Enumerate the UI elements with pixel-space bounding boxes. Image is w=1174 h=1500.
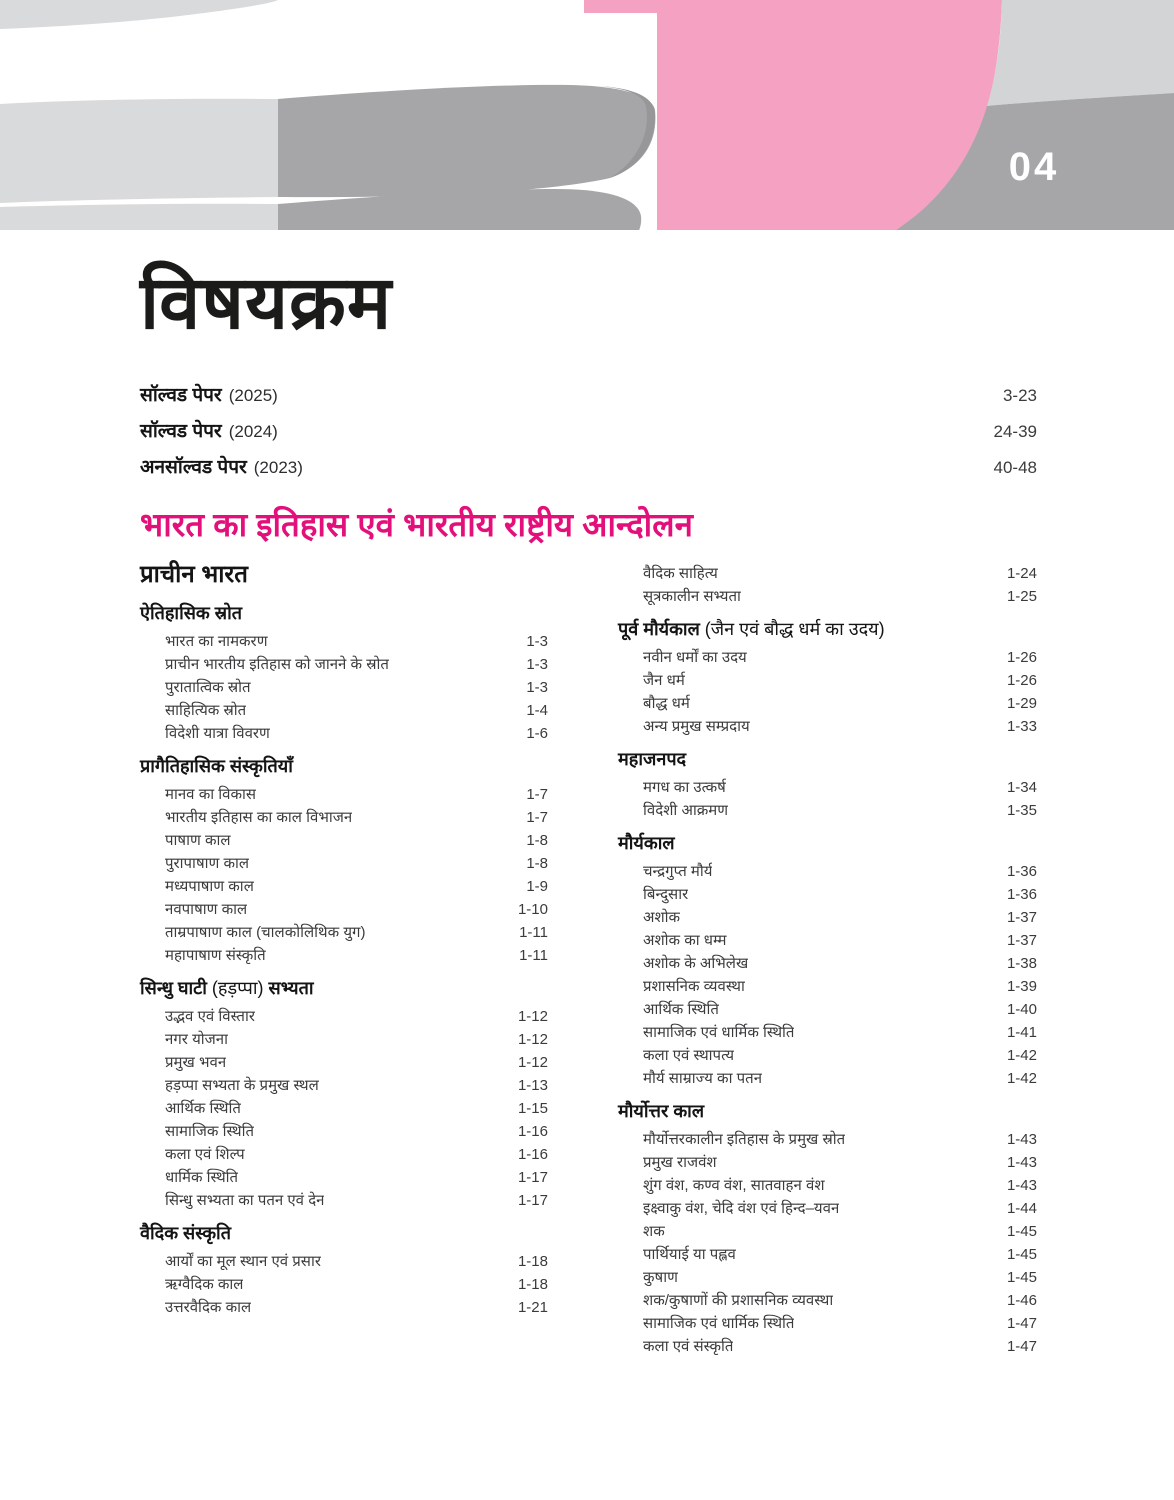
toc-entry-page: 1-26 xyxy=(1006,672,1037,689)
papers-list xyxy=(140,378,1037,486)
toc-entry-page: 1-24 xyxy=(1006,565,1037,582)
toc-entry-label: शुंग वंश, कण्व वंश, सातवाहन वंश xyxy=(643,1177,825,1194)
toc-entry-label: उद्भव एवं विस्तार xyxy=(165,1008,255,1025)
toc-columns xyxy=(140,558,1037,1358)
toc-entry xyxy=(140,1051,548,1074)
paper-label xyxy=(140,378,278,415)
toc-entry xyxy=(140,630,548,653)
toc-entry-page: 1-33 xyxy=(1006,718,1037,735)
corner-top-light xyxy=(987,0,1174,106)
toc-entry-label: प्रमुख भवन xyxy=(165,1054,227,1071)
toc-section-heading-text: मौर्योत्तर काल xyxy=(618,1101,705,1121)
toc-entry-label: सिन्धु सभ्यता का पतन एवं देन xyxy=(165,1192,325,1209)
toc-section-heading xyxy=(618,747,1037,772)
toc-entry xyxy=(140,898,548,921)
toc-section-heading xyxy=(140,1221,548,1246)
toc-entry-page: 1-41 xyxy=(1006,1024,1037,1041)
toc-entry xyxy=(618,562,1037,585)
toc-entry-label: ताम्रपाषाण काल (चालकोलिथिक युग) xyxy=(165,924,366,941)
toc-entry-label: पार्थियाई या पह्लव xyxy=(643,1246,736,1263)
toc-entry xyxy=(140,1074,548,1097)
toc-entry xyxy=(618,1128,1037,1151)
toc-entry xyxy=(140,1005,548,1028)
toc-entry-label: सूत्रकालीन सभ्यता xyxy=(643,588,741,605)
toc-entry-label: मानव का विकास xyxy=(165,786,257,803)
toc-section-heading-text: सभ्यता xyxy=(268,978,314,998)
toc-entry-page: 1-3 xyxy=(526,633,548,650)
toc-entry xyxy=(618,883,1037,906)
toc-section-heading-text: महाजनपद xyxy=(618,749,687,769)
toc-entry xyxy=(618,1151,1037,1174)
toc-entry xyxy=(618,860,1037,883)
toc-page xyxy=(0,256,1174,1358)
header-art-shapes xyxy=(0,0,1174,230)
toc-entry-page: 1-21 xyxy=(517,1299,548,1316)
toc-entry-label: पुरापाषाण काल xyxy=(165,855,250,872)
toc-entry-page: 1-44 xyxy=(1006,1200,1037,1217)
toc-entry xyxy=(618,1243,1037,1266)
toc-entry-label: अशोक का धम्म xyxy=(643,932,727,949)
toc-entry xyxy=(140,722,548,745)
toc-entry-page: 1-43 xyxy=(1006,1154,1037,1171)
toc-entry-label: अन्य प्रमुख सम्प्रदाय xyxy=(643,718,750,735)
toc-entry-page: 1-6 xyxy=(526,725,548,742)
paper-row xyxy=(140,450,1037,486)
toc-entry xyxy=(140,1028,548,1051)
toc-entry-page: 1-16 xyxy=(517,1146,548,1163)
toc-entry-label: प्राचीन भारतीय इतिहास को जानने के स्रोत xyxy=(165,656,389,673)
toc-entry xyxy=(618,1174,1037,1197)
toc-entry-label: महापाषाण संस्कृति xyxy=(165,947,266,964)
toc-section-heading xyxy=(140,754,548,779)
toc-entry-label: विदेशी यात्रा विवरण xyxy=(165,725,270,742)
toc-entry-page: 1-26 xyxy=(1006,649,1037,666)
toc-entry-page: 1-12 xyxy=(517,1031,548,1048)
toc-entry-page: 1-11 xyxy=(519,924,548,941)
toc-entry-page: 1-8 xyxy=(526,855,548,872)
toc-entry-page: 1-45 xyxy=(1006,1269,1037,1286)
pink-notch xyxy=(584,0,657,13)
toc-entry-page: 1-34 xyxy=(1006,779,1037,796)
toc-entry-page: 1-42 xyxy=(1006,1070,1037,1087)
toc-section-heading-text: प्रागैतिहासिक संस्कृतियाँ xyxy=(140,756,293,776)
toc-entry-page: 1-40 xyxy=(1006,1001,1037,1018)
toc-entry xyxy=(618,646,1037,669)
paper-year: (2024) xyxy=(228,422,278,441)
toc-entry-label: ऋग्वैदिक काल xyxy=(165,1276,244,1293)
toc-entry xyxy=(140,875,548,898)
toc-entry-label: मध्यपाषाण काल xyxy=(165,878,254,895)
toc-entry xyxy=(618,1197,1037,1220)
toc-entry xyxy=(618,929,1037,952)
toc-entry-page: 1-45 xyxy=(1006,1246,1037,1263)
paper-name: अनसॉल्वड पेपर xyxy=(140,457,247,478)
paper-name: सॉल्वड पेपर xyxy=(140,385,222,406)
toc-entry-label: हड़प्पा सभ्यता के प्रमुख स्थल xyxy=(165,1077,319,1094)
chapter-heading: भारत का इतिहास एवं भारतीय राष्ट्रीय आन्दोलन xyxy=(140,506,693,543)
toc-entry-page: 1-46 xyxy=(1006,1292,1037,1309)
toc-entry-label: शक xyxy=(643,1223,665,1240)
chapter-number-badge: 04 xyxy=(1008,144,1060,189)
toc-entry xyxy=(140,921,548,944)
toc-entry-page: 1-43 xyxy=(1006,1177,1037,1194)
toc-entry xyxy=(140,806,548,829)
toc-entry-label: आर्यों का मूल स्थान एवं प्रसार xyxy=(165,1253,321,1270)
paper-label xyxy=(140,450,303,487)
toc-column-left xyxy=(140,558,548,1358)
toc-entry xyxy=(618,585,1037,608)
toc-entry-page: 1-43 xyxy=(1006,1131,1037,1148)
toc-entry xyxy=(140,829,548,852)
toc-section-heading-text: (जैन एवं बौद्ध धर्म का उदय) xyxy=(704,619,885,639)
toc-entry-label: वैदिक साहित्य xyxy=(643,565,718,582)
toc-section-heading xyxy=(618,617,1037,642)
toc-entry xyxy=(618,1312,1037,1335)
toc-entry xyxy=(618,669,1037,692)
stripe-bottom-light xyxy=(0,204,278,230)
toc-entry-label: शक/कुषाणों की प्रशासनिक व्यवस्था xyxy=(643,1292,834,1309)
toc-section-heading xyxy=(618,1099,1037,1124)
toc-entry-label: प्रशासनिक व्यवस्था xyxy=(643,978,745,995)
toc-entry-page: 1-16 xyxy=(517,1123,548,1140)
toc-entry-page: 1-11 xyxy=(519,947,548,964)
toc-entry xyxy=(140,1189,548,1212)
toc-section-heading xyxy=(140,601,548,626)
toc-entry-page: 1-18 xyxy=(517,1276,548,1293)
toc-entry-page: 1-3 xyxy=(526,679,548,696)
paper-pages: 3-23 xyxy=(1002,386,1037,405)
toc-entry-page: 1-4 xyxy=(526,702,548,719)
paper-pages: 24-39 xyxy=(993,422,1037,441)
toc-entry-label: अशोक xyxy=(643,909,681,926)
toc-entry xyxy=(140,1250,548,1273)
toc-section-heading xyxy=(618,831,1037,856)
header-decoration xyxy=(0,0,1174,230)
toc-column-right xyxy=(618,558,1037,1358)
toc-entry-page: 1-18 xyxy=(517,1253,548,1270)
paper-pages: 40-48 xyxy=(993,458,1037,477)
toc-entry-page: 1-35 xyxy=(1006,802,1037,819)
toc-entry xyxy=(140,944,548,967)
toc-entry-label: नगर योजना xyxy=(165,1031,228,1048)
toc-entry xyxy=(140,1296,548,1319)
toc-entry xyxy=(618,1021,1037,1044)
toc-entry-label: बिन्दुसार xyxy=(643,886,689,903)
toc-entry-label: बौद्ध धर्म xyxy=(643,695,690,712)
toc-entry xyxy=(618,715,1037,738)
toc-entry-page: 1-45 xyxy=(1006,1223,1037,1240)
paper-year: (2023) xyxy=(253,458,303,477)
toc-entry-page: 1-47 xyxy=(1006,1315,1037,1332)
toc-entry-page: 1-47 xyxy=(1006,1338,1037,1355)
toc-entry xyxy=(140,653,548,676)
toc-entry xyxy=(618,906,1037,929)
toc-entry-label: सामाजिक एवं धार्मिक स्थिति xyxy=(643,1315,795,1332)
toc-section-heading-text: ऐतिहासिक स्रोत xyxy=(140,603,243,623)
stripe-mid-dark xyxy=(278,85,655,197)
toc-entry-page: 1-12 xyxy=(517,1054,548,1071)
paper-year: (2025) xyxy=(228,386,278,405)
toc-entry-label: कला एवं स्थापत्य xyxy=(643,1047,735,1064)
toc-entry-page: 1-17 xyxy=(517,1169,548,1186)
toc-section-heading-text: मौर्यकाल xyxy=(618,833,675,853)
toc-entry xyxy=(618,1220,1037,1243)
toc-entry xyxy=(140,1120,548,1143)
toc-entry-label: मौर्य साम्राज्य का पतन xyxy=(643,1070,763,1087)
toc-section-heading-text: पूर्व मौर्यकाल xyxy=(618,619,705,639)
toc-entry-page: 1-10 xyxy=(517,901,548,918)
toc-entry-label: चन्द्रगुप्त मौर्य xyxy=(643,863,713,880)
toc-entry-page: 1-29 xyxy=(1006,695,1037,712)
toc-entry-page: 1-39 xyxy=(1006,978,1037,995)
toc-entry-label: साहित्यिक स्रोत xyxy=(165,702,247,719)
toc-entry-page: 1-36 xyxy=(1006,863,1037,880)
toc-entry-label: विदेशी आक्रमण xyxy=(643,802,729,819)
toc-entry-label: नवपाषाण काल xyxy=(165,901,248,918)
toc-entry-page: 1-25 xyxy=(1006,588,1037,605)
toc-entry xyxy=(140,783,548,806)
toc-entry-label: अशोक के अभिलेख xyxy=(643,955,749,972)
toc-entry-page: 1-38 xyxy=(1006,955,1037,972)
stripe-mid-light xyxy=(0,99,278,203)
toc-part-heading: प्राचीन भारत xyxy=(140,561,248,588)
stripe-top-light xyxy=(0,0,278,29)
toc-entry xyxy=(618,1067,1037,1090)
toc-entry-label: भारत का नामकरण xyxy=(165,633,268,650)
toc-entry-page: 1-7 xyxy=(526,786,548,803)
toc-entry xyxy=(140,699,548,722)
toc-entry-label: उत्तरवैदिक काल xyxy=(165,1299,252,1316)
toc-entry xyxy=(618,1335,1037,1358)
toc-entry xyxy=(140,1097,548,1120)
toc-entry-label: कला एवं शिल्प xyxy=(165,1146,245,1163)
toc-entry-label: नवीन धर्मों का उदय xyxy=(643,649,747,666)
toc-entry-label: इक्ष्वाकु वंश, चेदि वंश एवं हिन्द–यवन xyxy=(643,1200,840,1217)
toc-entry-page: 1-37 xyxy=(1006,932,1037,949)
page-title: विषयक्रम xyxy=(140,263,393,345)
toc-entry-label: मौर्योत्तरकालीन इतिहास के प्रमुख स्रोत xyxy=(643,1131,846,1148)
toc-entry xyxy=(618,776,1037,799)
toc-entry-page: 1-17 xyxy=(517,1192,548,1209)
toc-entry-page: 1-12 xyxy=(517,1008,548,1025)
toc-entry xyxy=(618,975,1037,998)
toc-entry-page: 1-3 xyxy=(526,656,548,673)
toc-entry xyxy=(618,1266,1037,1289)
toc-entry-label: पाषाण काल xyxy=(165,832,231,849)
toc-section-heading-text: सिन्धु घाटी xyxy=(140,978,212,998)
toc-entry-page: 1-15 xyxy=(517,1100,548,1117)
toc-section-heading xyxy=(140,976,548,1001)
toc-entry-label: प्रमुख राजवंश xyxy=(643,1154,717,1171)
toc-entry-page: 1-7 xyxy=(526,809,548,826)
toc-entry-label: जैन धर्म xyxy=(643,672,685,689)
paper-row xyxy=(140,414,1037,450)
toc-section-heading-text: वैदिक संस्कृति xyxy=(140,1223,231,1243)
toc-entry-label: कला एवं संस्कृति xyxy=(643,1338,734,1355)
paper-label xyxy=(140,414,278,451)
toc-entry-page: 1-8 xyxy=(526,832,548,849)
paper-row xyxy=(140,378,1037,414)
toc-entry xyxy=(140,852,548,875)
toc-entry xyxy=(618,799,1037,822)
toc-entry-label: धार्मिक स्थिति xyxy=(165,1169,239,1186)
toc-entry-page: 1-42 xyxy=(1006,1047,1037,1064)
toc-entry-label: आर्थिक स्थिति xyxy=(165,1100,241,1117)
toc-entry-page: 1-9 xyxy=(526,878,548,895)
toc-entry-label: पुरातात्विक स्रोत xyxy=(165,679,251,696)
toc-entry-page: 1-37 xyxy=(1006,909,1037,926)
toc-entry xyxy=(618,998,1037,1021)
toc-entry-label: भारतीय इतिहास का काल विभाजन xyxy=(165,809,353,826)
paper-name: सॉल्वड पेपर xyxy=(140,421,222,442)
toc-entry xyxy=(140,1143,548,1166)
toc-entry-page: 1-36 xyxy=(1006,886,1037,903)
toc-entry xyxy=(618,952,1037,975)
toc-entry xyxy=(618,1289,1037,1312)
toc-entry xyxy=(140,1273,548,1296)
toc-entry xyxy=(618,1044,1037,1067)
toc-entry-label: कुषाण xyxy=(643,1269,678,1286)
toc-section-heading-text: (हड़प्पा) xyxy=(211,978,269,998)
toc-entry-label: मगध का उत्कर्ष xyxy=(643,779,726,796)
toc-entry-label: आर्थिक स्थिति xyxy=(643,1001,719,1018)
toc-entry xyxy=(140,1166,548,1189)
toc-entry-page: 1-13 xyxy=(517,1077,548,1094)
toc-entry xyxy=(618,692,1037,715)
toc-entry-label: सामाजिक एवं धार्मिक स्थिति xyxy=(643,1024,795,1041)
toc-entry xyxy=(140,676,548,699)
toc-entry-label: सामाजिक स्थिति xyxy=(165,1123,255,1140)
